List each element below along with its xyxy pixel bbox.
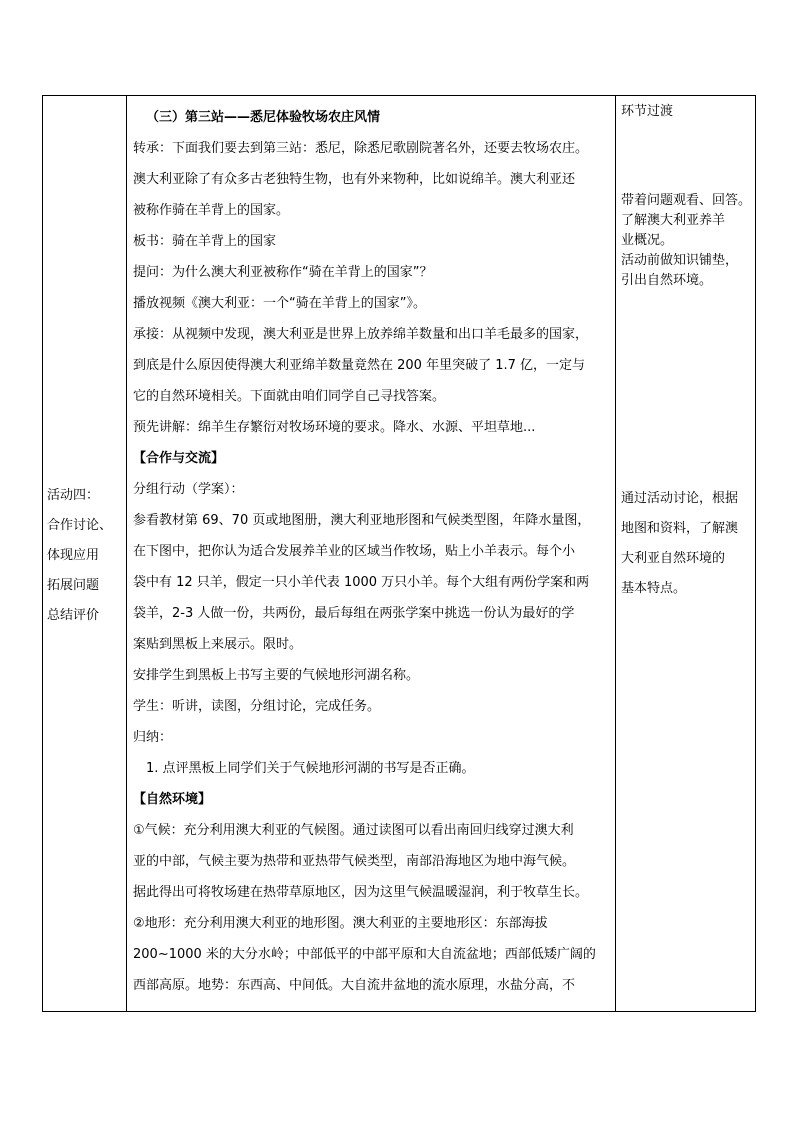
note-line: 带着问题观看、回答。 bbox=[621, 193, 752, 208]
content-line: 澳大利亚除了有众多古老独特生物，也有外来物种，比如说绵羊。澳大利亚还 bbox=[133, 172, 576, 187]
content-line: ②地形：充分利用澳大利亚的地形图。澳大利亚的主要地形区：东部海拔 bbox=[133, 916, 548, 931]
content-line: 转承：下面我们要去到第三站：悉尼，除悉尼歌剧院著名外，还要去牧场农庄。 bbox=[133, 141, 589, 156]
section-heading: （三）第三站——悉尼体验牧场农庄风情 bbox=[146, 110, 381, 125]
content-line: 案贴到黑板上来展示。限时。 bbox=[133, 637, 303, 652]
content-line: 学生：听讲，读图，分组讨论，完成任务。 bbox=[133, 699, 381, 714]
lesson-plan-table bbox=[42, 95, 756, 1012]
note-activity bbox=[621, 484, 738, 604]
content-line: 分组行动（学案）： bbox=[133, 482, 244, 497]
note-line: 业概况。 bbox=[621, 233, 674, 248]
content-line: 参看教材第 69、70 页或地图册，澳大利亚地形图和气候类型图，年降水量图， bbox=[133, 513, 591, 528]
content-line: 1. 点评黑板上同学们关于气候地形河湖的书写是否正确。 bbox=[146, 761, 475, 776]
content-line: 在下图中，把你认为适合发展养羊业的区域当作牧场，贴上小羊表示。每个小 bbox=[133, 544, 576, 559]
content-line: 袋羊，2-3 人做一份，共两份，最后每组在两张学案中挑选一份认为最好的学 bbox=[133, 606, 575, 621]
note-transition bbox=[621, 102, 673, 122]
content-line: 它的自然环境相关。下面就由咱们同学自己寻找答案。 bbox=[133, 389, 446, 404]
section-heading: 【合作与交流】 bbox=[133, 451, 225, 466]
content-line: 板书：骑在羊背上的国家 bbox=[133, 234, 277, 249]
note-line: 地图和资料，了解澳 bbox=[621, 521, 739, 536]
activity-column bbox=[43, 96, 126, 1011]
content-line: 承接：从视频中发现，澳大利亚是世界上放养绵羊数量和出口羊毛最多的国家， bbox=[133, 327, 589, 342]
note-video bbox=[621, 191, 751, 291]
content-line: 提问：为什么澳大利亚被称作“骑在羊背上的国家”？ bbox=[133, 265, 433, 280]
content-line: 归纳： bbox=[133, 730, 173, 745]
content-line: 被称作骑在羊背上的国家。 bbox=[133, 203, 290, 218]
activity-line: 拓展问题 bbox=[47, 578, 100, 593]
design-intent-column bbox=[616, 96, 755, 1011]
content-line: 据此得出可将牧场建在热带草原地区，因为这里气候温暖湿润，利于牧草生长。 bbox=[133, 885, 589, 900]
activity-label bbox=[47, 481, 112, 631]
content-line: 预先讲解：绵羊生存繁衍对牧场环境的要求。降水、水源、平坦草地... bbox=[133, 420, 536, 435]
note-line: 环节过渡 bbox=[621, 104, 674, 119]
section-heading: 【自然环境】 bbox=[133, 792, 212, 807]
content-line: 安排学生到黑板上书写主要的气候地形河湖名称。 bbox=[133, 668, 420, 683]
note-line: 活动前做知识铺垫， bbox=[621, 253, 739, 268]
note-line: 大利亚自然环境的 bbox=[621, 551, 726, 566]
content-line: 西部高原。地势：东西高、中间低。大自流井盆地的流水原理，水盐分高，不 bbox=[133, 978, 576, 993]
content-line: 到底是什么原因使得澳大利亚绵羊数量竟然在 200 年里突破了 1.7 亿，一定与 bbox=[133, 358, 586, 373]
note-line: 了解澳大利亚养羊 bbox=[621, 213, 726, 228]
activity-line: 活动四： bbox=[47, 488, 100, 503]
activity-line: 体现应用 bbox=[47, 548, 100, 563]
content-line: 播放视频《澳大利亚：一个“骑在羊背上的国家”》。 bbox=[133, 296, 426, 311]
content-line: 亚的中部，气候主要为热带和亚热带气候类型，南部沿海地区为地中海气候。 bbox=[133, 854, 576, 869]
note-line: 通过活动讨论，根据 bbox=[621, 491, 739, 506]
teaching-content-column bbox=[127, 96, 615, 1011]
note-line: 引出自然环境。 bbox=[621, 273, 713, 288]
note-line: 基本特点。 bbox=[621, 581, 687, 596]
activity-line: 总结评价 bbox=[47, 608, 100, 623]
content-line: 200~1000 米的大分水岭；中部低平的中部平原和大自流盆地；西部低矮广阔的 bbox=[133, 947, 596, 962]
activity-line: 合作讨论、 bbox=[47, 518, 113, 533]
content-line: 袋中有 12 只羊，假定一只小羊代表 1000 万只小羊。每个大组有两份学案和两 bbox=[133, 575, 590, 590]
content-line: ①气候：充分利用澳大利亚的气候图。通过读图可以看出南回归线穿过澳大利 bbox=[133, 823, 574, 838]
teaching-content bbox=[127, 96, 615, 1001]
